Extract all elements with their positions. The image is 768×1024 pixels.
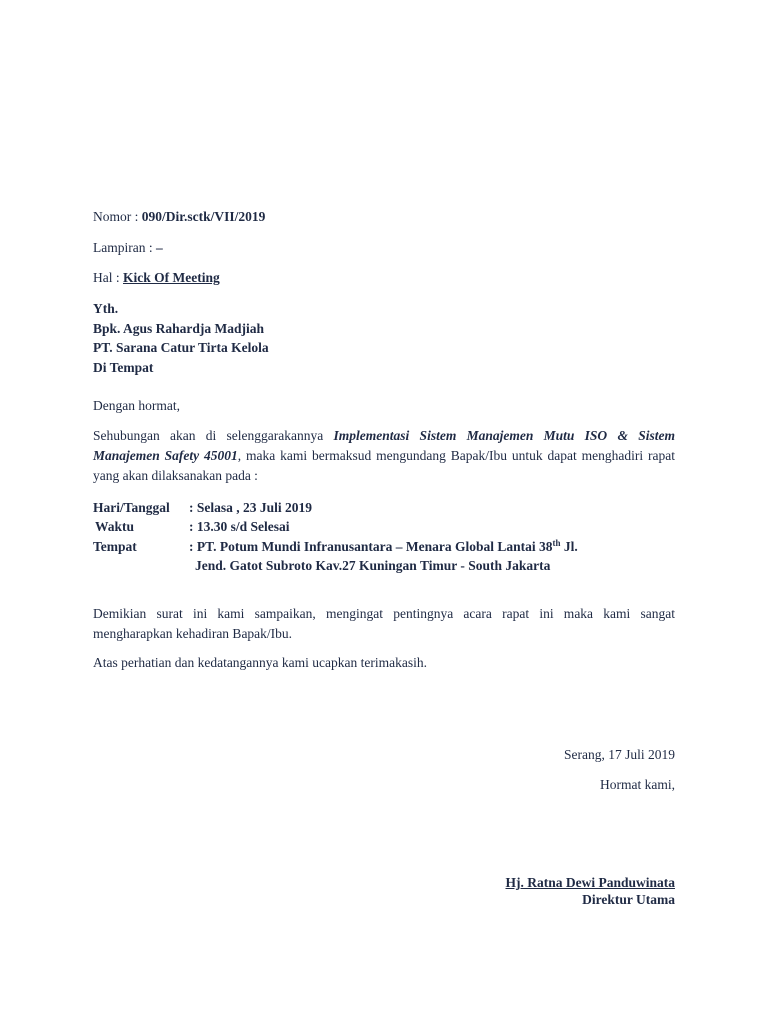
recipient-name: Bpk. Agus Rahardja Madjiah: [93, 321, 265, 336]
time-value: : 13.30 s/d Selesai: [189, 519, 290, 534]
hal-value: Kick Of Meeting: [123, 270, 220, 285]
date-value: : Selasa , 23 Juli 2019: [189, 500, 313, 515]
nomor-label: Nomor :: [93, 209, 142, 224]
place-value: [189, 538, 578, 556]
greeting: Dengan hormat,: [93, 398, 180, 413]
hal-line: [93, 269, 220, 287]
signer-name: Hj. Ratna Dewi Panduwinata: [505, 875, 675, 890]
lampiran-label: Lampiran :: [93, 240, 156, 255]
place-date: Serang, 17 Juli 2019: [564, 747, 675, 762]
date-label: Hari/Tanggal: [93, 500, 170, 515]
place-value-line2: Jend. Gatot Subroto Kav.27 Kuningan Timur - South Jakarta: [195, 558, 551, 573]
nomor-line: [93, 208, 265, 226]
lampiran-value: –: [155, 240, 163, 255]
closing-paragraph-1: Demikian surat ini kami sampaikan, mengingat pentingnya acara rapat ini maka kami sangat mengharapkan kehadiran Bapak/Ibu.: [93, 606, 675, 641]
hal-label: Hal :: [93, 270, 123, 285]
intro-paragraph: [93, 426, 675, 486]
lampiran-line: [93, 239, 163, 257]
nomor-value: 090/Dir.sctk/VII/2019: [141, 209, 266, 224]
place-value-start: : PT. Potum Mundi Infranusantara – Menara Global Lantai 38: [189, 539, 553, 554]
regards: Hormat kami,: [600, 777, 675, 792]
signer-title: Direktur Utama: [582, 892, 675, 907]
intro-start: Sehubungan akan di selenggarakannya: [93, 428, 334, 443]
intro-end: , maka kami bermaksud mengundang Bapak/Ibu untuk dapat menghadiri rapat yang akan dilaksanakan pada :: [93, 448, 675, 483]
place-value-sup: th: [552, 538, 561, 548]
recipient-yth: Yth.: [93, 301, 119, 316]
intro-emphasis: Implementasi Sistem Manajemen Mutu ISO & Sistem Manajemen Safety 45001: [93, 428, 675, 463]
place-value-end: Jl.: [560, 539, 578, 554]
time-label: Waktu: [95, 519, 135, 534]
recipient-place: Di Tempat: [93, 360, 154, 375]
recipient-company: PT. Sarana Catur Tirta Kelola: [93, 340, 269, 355]
place-label: Tempat: [93, 539, 137, 554]
closing-paragraph-2: Atas perhatian dan kedatangannya kami ucapkan terimakasih.: [93, 655, 427, 670]
